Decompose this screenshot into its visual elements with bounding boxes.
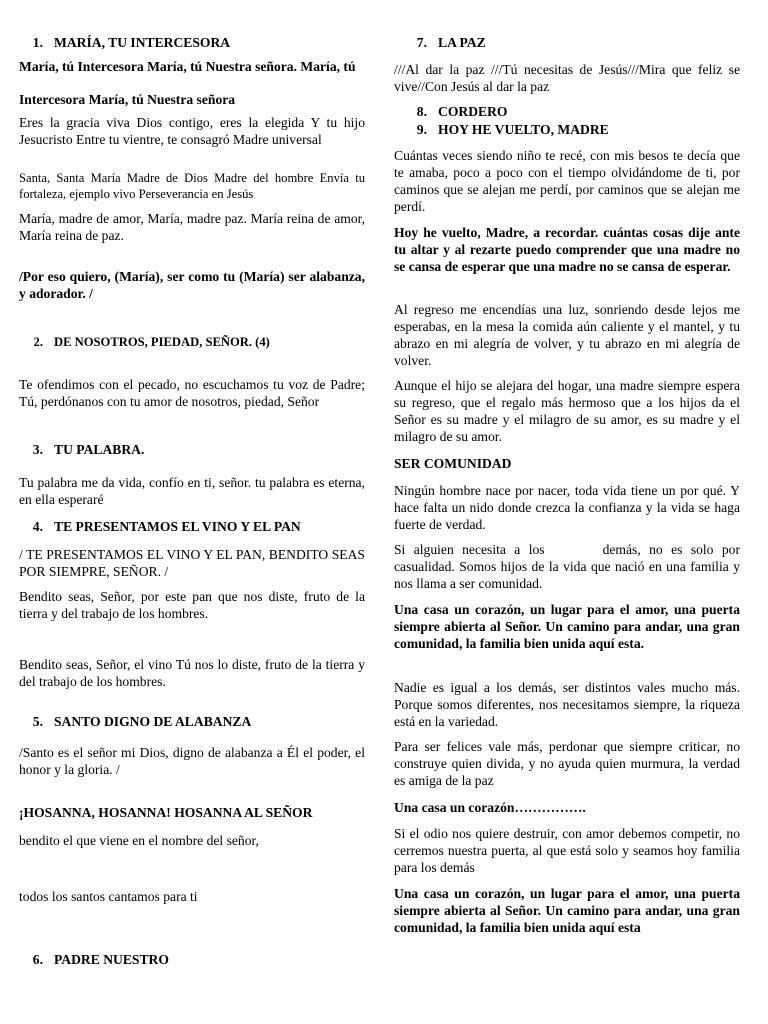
chorus-paragraph: Hoy he vuelto, Madre, a recordar. cuántas cosas dije ante tu altar y al rezarte puedo comprender que una madre no se cansa de esperar que una madre no se cansa de esperar. xyxy=(394,225,740,274)
verse-paragraph: Santa, Santa María Madre de Dios Madre del hombre Envía tu fortaleza, ejemplo vivo Perseverancia en Jesús xyxy=(19,171,365,201)
song-title: LA PAZ xyxy=(438,35,486,50)
verse-paragraph: Bendito seas, Señor, por este pan que nos diste, fruto de la tierra y del trabajo de los hombres. xyxy=(19,589,365,621)
heading-de-nosotros-piedad xyxy=(19,334,365,351)
heading-hoy-he-vuelto xyxy=(394,121,740,138)
song-title: TE PRESENTAMOS EL VINO Y EL PAN xyxy=(54,519,301,534)
song-title: SANTO DIGNO DE ALABANZA xyxy=(54,714,252,729)
song-number: 4. xyxy=(32,519,43,534)
verse-paragraph: Aunque el hijo se alejara del hogar, una madre siempre espera su regreso, que el regalo más hermoso que a los hijos da el Señor es su madre y el milagro de su amor, es su madre y el milagro de su amor. xyxy=(394,378,740,444)
song-number: 2. xyxy=(33,335,43,349)
song-number: 5. xyxy=(32,714,43,729)
hosanna-heading: ¡HOSANNA, HOSANNA! HOSANNA AL SEÑOR xyxy=(19,805,313,820)
song-number: 3. xyxy=(32,442,43,457)
verse-fragment: demás, no es solo por casualidad. Somos hijos de la vida que nació en una familia y nos llama a ser comunidad. xyxy=(394,542,740,591)
verse-paragraph: Te ofendimos con el pecado, no escuchamos tu voz de Padre; Tú, perdónanos con tu amor de nosotros, piedad, Señor xyxy=(19,377,365,409)
verse-paragraph xyxy=(394,541,740,592)
chorus-reference: Una casa un corazón……………. xyxy=(394,800,586,815)
verse-paragraph: Al regreso me encendías una luz, sonriendo desde lejos me esperabas, en la mesa la comida aún caliente y el mantel, y tu abrazo en mi alegría de volver, y tu abrazo en mi alegría de volver. xyxy=(394,302,740,368)
song-number: 8. xyxy=(416,104,427,119)
song-title: CORDERO xyxy=(438,104,508,119)
verse-fragment: Si alguien necesita a los xyxy=(394,542,545,557)
chorus-line: María, tú Intercesora María, tú Nuestra señora. María, tú xyxy=(19,59,356,74)
heading-santo-digno xyxy=(19,713,365,730)
verse-paragraph: Ningún hombre nace por nacer, toda vida tiene un por qué. Y hace falta un nido donde crezca la confianza y la vida se haga fuerte de verdad. xyxy=(394,483,740,532)
verse-paragraph: Tu palabra me da vida, confío en ti, señor. tu palabra es eterna, en ella esperaré xyxy=(19,475,365,507)
heading-maria-tu-intercesora xyxy=(19,34,365,51)
song-title: DE NOSOTROS, PIEDAD, SEÑOR. (4) xyxy=(54,335,270,349)
chorus-paragraph: Una casa un corazón, un lugar para el amor, una puerta siempre abierta al Señor. Un camino para andar, una gran comunidad, la familia bien unida aquí esta. xyxy=(394,602,740,651)
song-title: TU PALABRA. xyxy=(54,442,145,457)
refrain-paragraph: / TE PRESENTAMOS EL VINO Y EL PAN, BENDITO SEAS POR SIEMPRE, SEÑOR. / xyxy=(19,547,365,579)
song-title: PADRE NUESTRO xyxy=(54,952,169,967)
verse-paragraph: todos los santos cantamos para ti xyxy=(19,889,198,904)
chorus-paragraph: Una casa un corazón, un lugar para el amor, una puerta siempre abierta al Señor. Un camino para andar, una gran comunidad, la familia bien unida aquí esta xyxy=(394,886,740,935)
verse-paragraph: Cuántas veces siendo niño te recé, con mis besos te decía que te amaba, poco a poco con el tiempo olvidándome de ti, por caminos que se alejan me perdí, por caminos que se alejan me perdí. xyxy=(394,148,740,214)
heading-la-paz xyxy=(394,34,740,51)
verse-paragraph: Bendito seas, Señor, el vino Tú nos lo diste, fruto de la tierra y del trabajo de los hombres. xyxy=(19,657,365,689)
song-title: MARÍA, TU INTERCESORA xyxy=(54,35,231,50)
heading-padre-nuestro xyxy=(19,951,365,968)
heading-ser-comunidad: SER COMUNIDAD xyxy=(394,456,512,471)
refrain-paragraph: /Por eso quiero, (María), ser como tu (María) ser alabanza, y adorador. / xyxy=(19,269,365,301)
verse-paragraph: Para ser felices vale más, perdonar que siempre criticar, no construye quien divida, y no ayuda quien murmura, la verdad es amiga de la paz xyxy=(394,739,740,788)
song-number: 6. xyxy=(32,952,43,967)
chorus-line: Intercesora María, tú Nuestra señora xyxy=(19,92,236,107)
verse-paragraph: Si el odio nos quiere destruir, con amor debemos competir, no cerremos nuestra puerta, al que está solo y seamos hoy familia para los demás xyxy=(394,826,740,875)
verse-paragraph: Nadie es igual a los demás, ser distintos vales mucho más. Porque somos diferentes, nos necesitamos siempre, la riqueza está en la variedad. xyxy=(394,680,740,729)
song-number: 1. xyxy=(32,35,43,50)
verse-paragraph: María, madre de amor, María, madre paz. María reina de amor, María reina de paz. xyxy=(19,211,365,243)
heading-te-presentamos xyxy=(19,518,365,535)
heading-tu-palabra xyxy=(19,441,365,458)
verse-paragraph: bendito el que viene en el nombre del señor, xyxy=(19,833,259,848)
song-number: 9. xyxy=(416,122,427,137)
refrain-paragraph: /Santo es el señor mi Dios, digno de alabanza a Él el poder, el honor y la gloria. / xyxy=(19,745,365,777)
song-number: 7. xyxy=(416,35,427,50)
song-title: HOY HE VUELTO, MADRE xyxy=(438,122,609,137)
verse-paragraph: Eres la gracia viva Dios contigo, eres la elegida Y tu hijo Jesucristo Entre tu vientre, te consagró Madre universal xyxy=(19,115,365,147)
verse-paragraph: ///Al dar la paz ///Tú necesitas de Jesús///Mira que feliz se vive//Con Jesús al dar la paz xyxy=(394,62,740,94)
heading-cordero xyxy=(394,103,740,120)
